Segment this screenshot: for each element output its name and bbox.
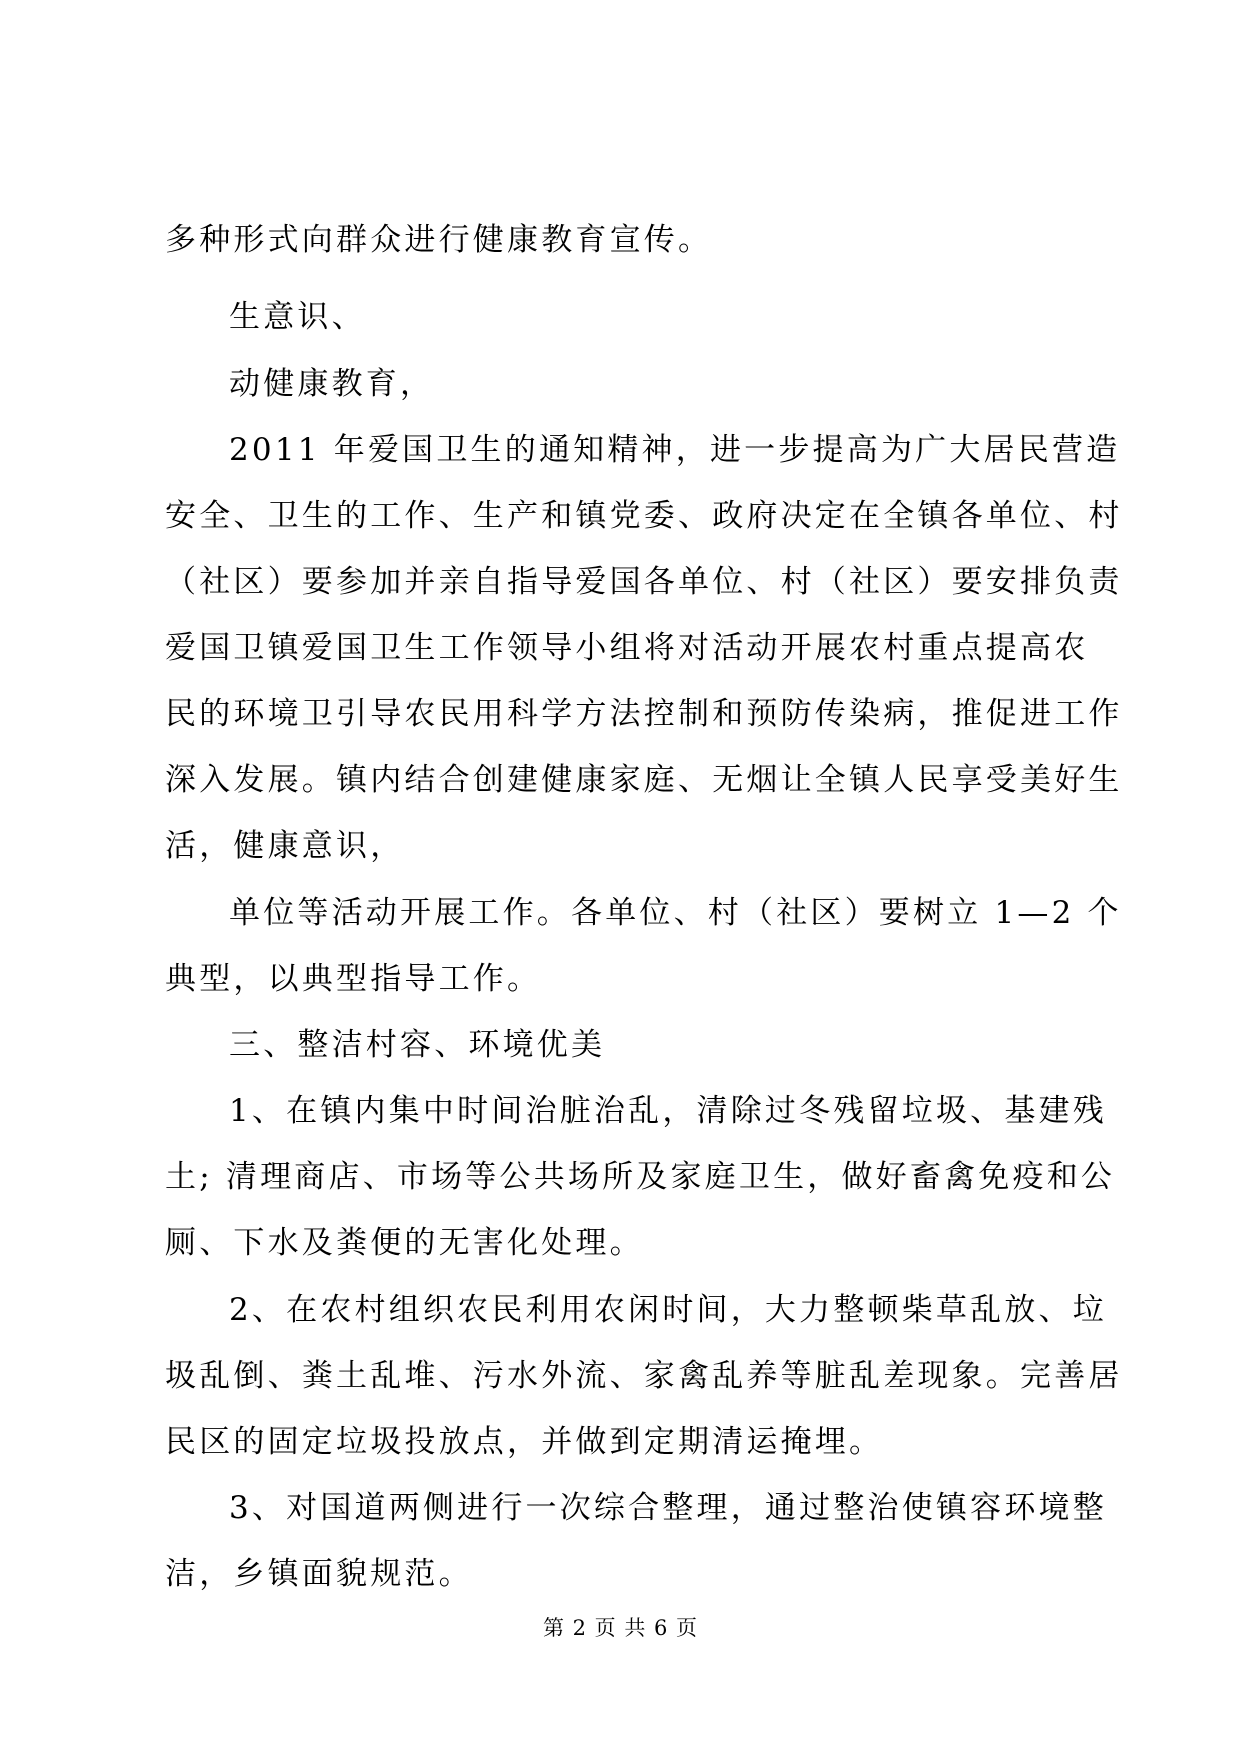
body-text-line: （社区）要参加并亲自指导爱国各单位、村（社区）要安排负责 [165, 564, 1123, 600]
section-heading: 三、整洁村容、环境优美 [229, 1027, 606, 1063]
body-text-line: 生意识、 [229, 299, 366, 335]
body-text-line: 厕、下水及粪便的无害化处理。 [165, 1225, 644, 1261]
body-text-line: 2、在农村组织农民利用农闲时间，大力整顿柴草乱放、垃 [229, 1292, 1107, 1328]
body-text-line: 土; 清理商店、市场等公共场所及家庭卫生，做好畜禽免疫和公 [165, 1159, 1116, 1195]
body-text-line: 安全、卫生的工作、生产和镇党委、政府决定在全镇各单位、村 [165, 498, 1123, 534]
body-text-line: 典型，以典型指导工作。 [165, 961, 542, 997]
body-text-line: 圾乱倒、粪土乱堆、污水外流、家禽乱养等脏乱差现象。完善居 [165, 1358, 1123, 1394]
body-text-line: 2011 年爱国卫生的通知精神，进一步提高为广大居民营造 [229, 432, 1121, 468]
body-text-line: 爱国卫镇爱国卫生工作领导小组将对活动开展农村重点提高农 [165, 630, 1089, 666]
body-text-line: 民区的固定垃圾投放点，并做到定期清运掩埋。 [165, 1424, 884, 1460]
body-text-line: 多种形式向群众进行健康教育宣传。 [165, 222, 713, 258]
body-text-line: 洁，乡镇面貌规范。 [165, 1556, 473, 1592]
body-text-line: 3、对国道两侧进行一次综合整理，通过整治使镇容环境整 [229, 1490, 1107, 1526]
body-text-line: 1、在镇内集中时间治脏治乱，清除过冬残留垃圾、基建残 [229, 1093, 1107, 1129]
body-text-line: 单位等活动开展工作。各单位、村（社区）要树立 1—2 个 [229, 895, 1122, 931]
body-text-line: 深入发展。镇内结合创建健康家庭、无烟让全镇人民享受美好生 [165, 762, 1123, 798]
page-number-footer: 第 2 页 共 6 页 [542, 1616, 699, 1640]
body-text-line: 动健康教育， [229, 366, 435, 402]
body-text-line: 民的环境卫引导农民用科学方法控制和预防传染病，推促进工作 [165, 696, 1123, 732]
body-text-line: 活，健康意识， [165, 828, 405, 864]
